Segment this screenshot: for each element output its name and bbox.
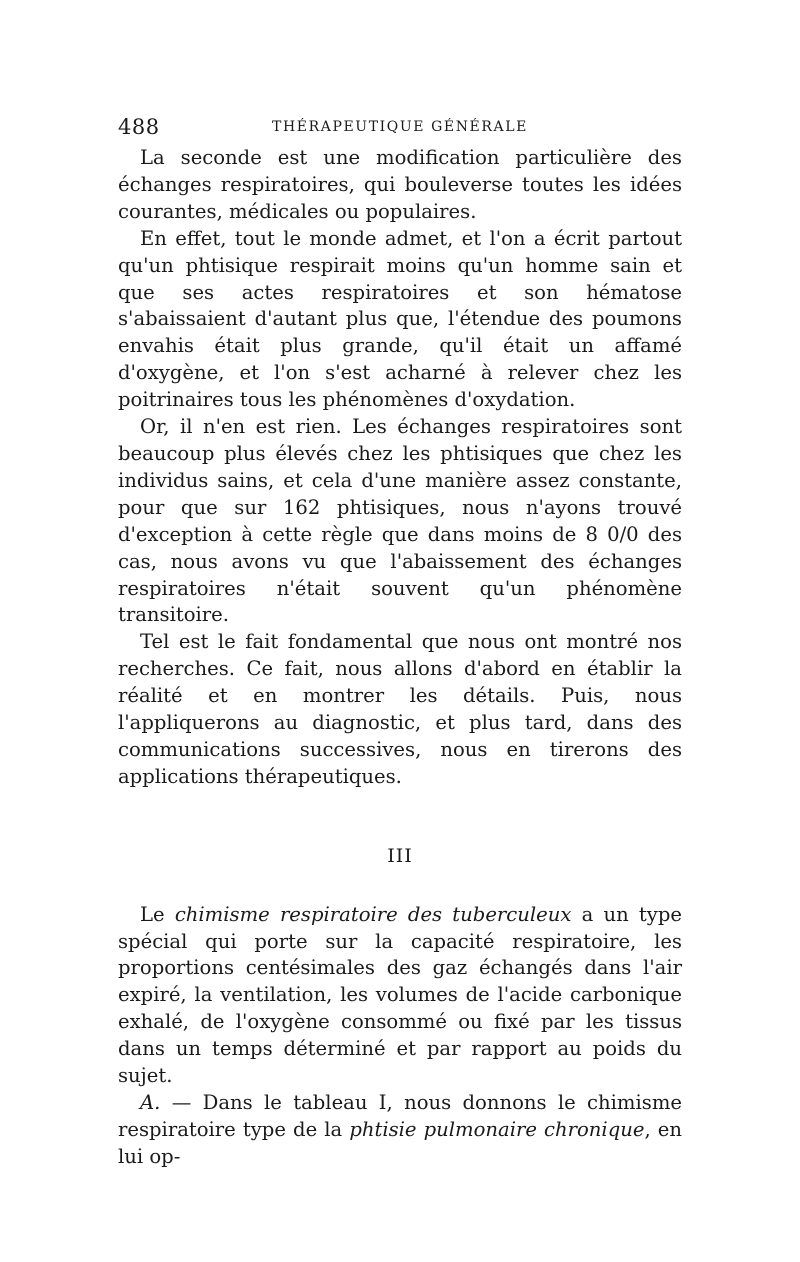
paragraph-en-effet: En effet, tout le monde admet, et l'on a écrit partout qu'un phtisique respirait moins qu'un homme sain et que ses actes respiratoires et son hématose s'abaissaient d'autant plus que, l'étendue des poumons envahis était plus grande, qu'il était un affamé d'oxygène, et l'on s'est acharné à relever chez les poitrinaires tous les phénomènes d'oxydation. — [118, 226, 682, 412]
italic-term: phtisie pulmonaire chronique — [349, 1117, 645, 1141]
paragraph-text-end: , en lui op- — [118, 1117, 682, 1168]
paragraph-tableau-i — [118, 1090, 682, 1171]
page-header — [118, 115, 682, 145]
book-page — [118, 115, 682, 1171]
paragraph-or-il-nen-est-rien: Or, il n'en est rien. Les échanges respiratoires sont beaucoup plus élevés chez les phtisiques que chez les individus sains, et cela d'une manière assez constante, pour que sur 162 phtisiques, nous n'ayons trouvé d'exception à cette règle que dans moins de 8 0/0 des cas, nous avons vu que l'abaissement des échanges respiratoires n'était souvent qu'un phénomène transitoire. — [118, 415, 682, 627]
page-number: 488 — [118, 115, 160, 139]
paragraph-second-modification: La seconde est une modification particulière des échanges respiratoires, qui bouleverse toutes les idées courantes, médicales ou populaires. — [118, 146, 682, 223]
item-label: A. — [140, 1091, 161, 1114]
lead-text: Le — [140, 902, 175, 926]
paragraph-fait-fondamental: Tel est le fait fondamental que nous ont montré nos recherches. Ce fait, nous allons d'abord en établir la réalité et en montrer les détails. Puis, nous l'appliquerons au diagnostic, et plus tard, dans des communications successives, nous en tirerons des applications thérapeutiques. — [118, 630, 682, 788]
paragraph-text: — Dans le tableau I, nous donnons le chimisme respiratoire type de la — [118, 1091, 682, 1141]
paragraph-text: a un type spécial qui porte sur la capacité respiratoire, les proportions centésimales des gaz échangés dans l'air expiré, la ventilation, les volumes de l'acide carbonique exhalé, de l'oxygène consommé ou fixé par les tissus dans un temps déterminé et par rapport au poids du sujet. — [118, 902, 683, 1088]
section-heading: III — [387, 844, 413, 867]
italic-term: chimisme respiratoire des tuberculeux — [174, 902, 572, 926]
running-head: THÉRAPEUTIQUE GÉNÉRALE — [272, 119, 528, 135]
paragraph-chimisme-respiratoire — [118, 902, 682, 1090]
body-text — [118, 145, 682, 1171]
